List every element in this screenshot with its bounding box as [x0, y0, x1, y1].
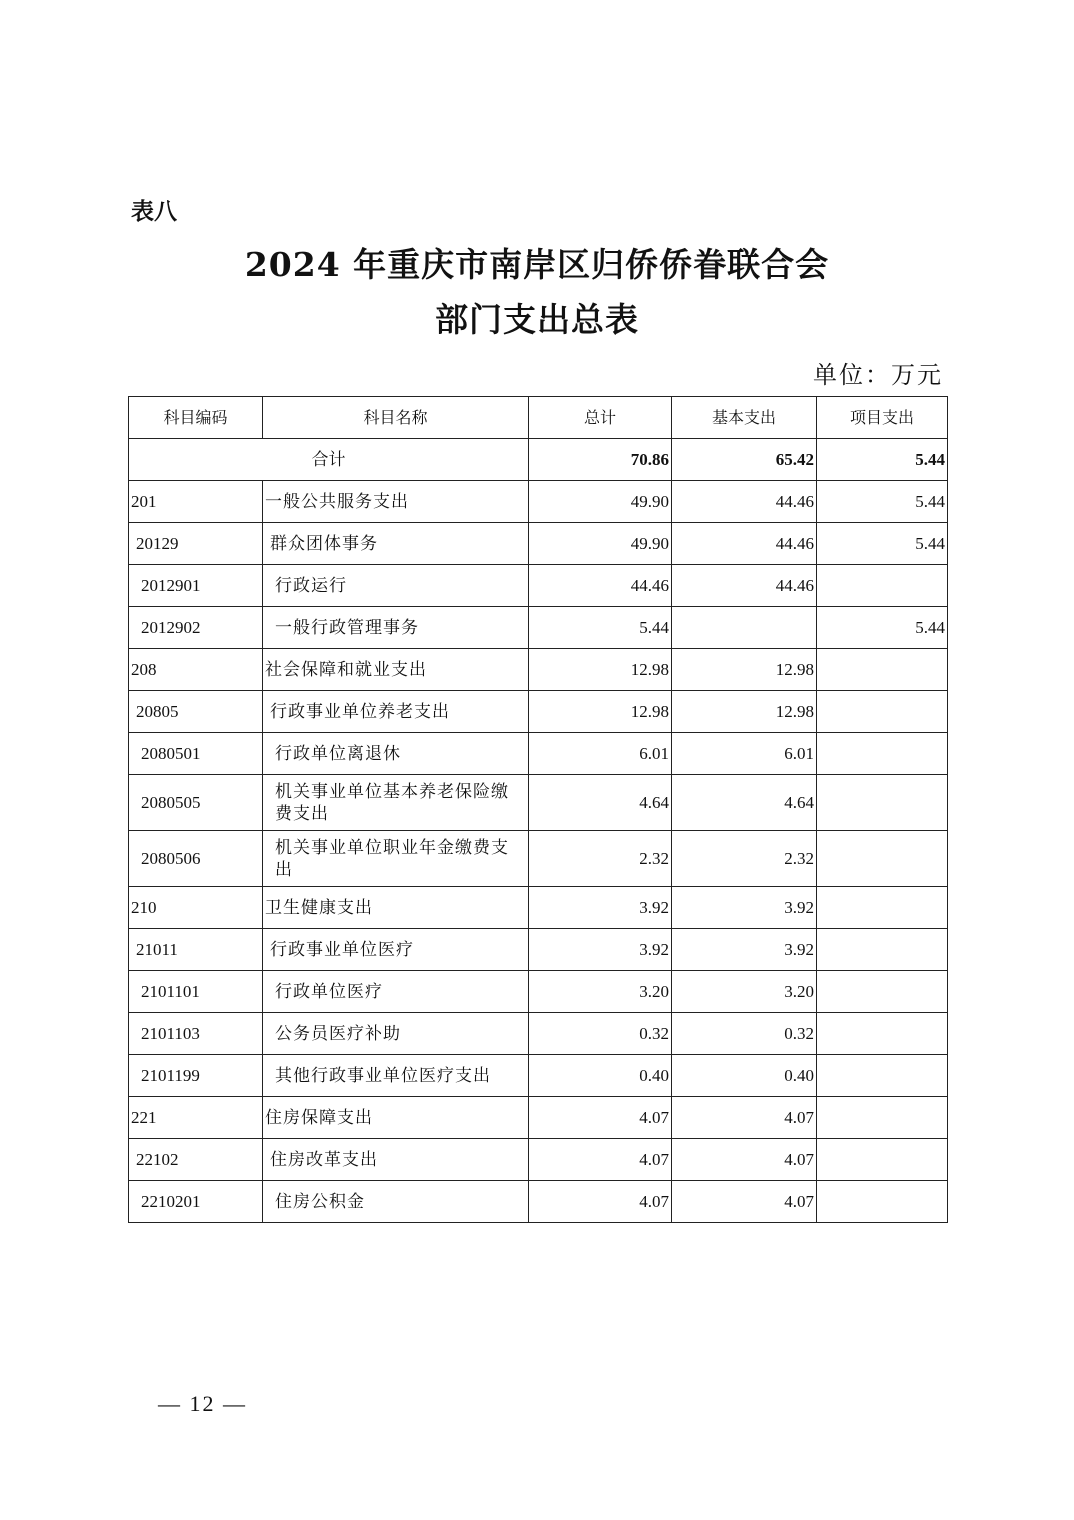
row-name: 住房公积金	[263, 1181, 529, 1223]
row-total: 6.01	[529, 733, 672, 775]
page-title-line1: 2024 年重庆市南岸区归侨侨眷联合会	[244, 245, 830, 284]
unit-label: 单位：万元	[813, 361, 943, 389]
row-name: 行政事业单位养老支出	[263, 691, 529, 733]
table-row	[129, 691, 948, 733]
row-project	[817, 565, 948, 607]
row-basic	[672, 607, 817, 649]
row-total: 4.07	[529, 1181, 672, 1223]
row-total: 44.46	[529, 565, 672, 607]
total-basic: 65.42	[672, 439, 817, 481]
row-code: 2012901	[129, 565, 263, 607]
row-project	[817, 1055, 948, 1097]
row-name: 行政事业单位医疗	[263, 929, 529, 971]
row-code: 2101199	[129, 1055, 263, 1097]
table-header-row	[129, 397, 948, 439]
table-row	[129, 831, 948, 887]
row-code: 2080501	[129, 733, 263, 775]
table-row	[129, 733, 948, 775]
row-name: 行政单位离退休	[263, 733, 529, 775]
col-header-code: 科目编码	[129, 397, 263, 439]
table-row	[129, 1055, 948, 1097]
col-header-name: 科目名称	[263, 397, 529, 439]
table-row	[129, 1139, 948, 1181]
col-header-total: 总计	[529, 397, 672, 439]
row-total: 3.20	[529, 971, 672, 1013]
row-code: 2012902	[129, 607, 263, 649]
row-total: 12.98	[529, 649, 672, 691]
row-name: 住房保障支出	[263, 1097, 529, 1139]
row-project	[817, 775, 948, 831]
row-project	[817, 1097, 948, 1139]
row-name: 一般行政管理事务	[263, 607, 529, 649]
row-basic: 3.20	[672, 971, 817, 1013]
row-project	[817, 1139, 948, 1181]
row-code: 20129	[129, 523, 263, 565]
table-row	[129, 481, 948, 523]
row-basic: 4.64	[672, 775, 817, 831]
row-name: 行政单位医疗	[263, 971, 529, 1013]
row-basic: 0.32	[672, 1013, 817, 1055]
row-total: 4.07	[529, 1139, 672, 1181]
col-header-basic: 基本支出	[672, 397, 817, 439]
row-project	[817, 1013, 948, 1055]
row-code: 21011	[129, 929, 263, 971]
row-code: 210	[129, 887, 263, 929]
table-row	[129, 1097, 948, 1139]
table-row	[129, 971, 948, 1013]
row-name: 一般公共服务支出	[263, 481, 529, 523]
row-basic: 4.07	[672, 1097, 817, 1139]
table-label: 表八	[131, 199, 177, 225]
row-project	[817, 971, 948, 1013]
row-total: 2.32	[529, 831, 672, 887]
row-basic: 6.01	[672, 733, 817, 775]
row-total: 0.40	[529, 1055, 672, 1097]
table-row	[129, 607, 948, 649]
total-project: 5.44	[817, 439, 948, 481]
row-total: 5.44	[529, 607, 672, 649]
row-total: 4.07	[529, 1097, 672, 1139]
expenditure-table	[128, 396, 948, 1223]
row-project: 5.44	[817, 607, 948, 649]
row-basic: 12.98	[672, 649, 817, 691]
row-code: 2080505	[129, 775, 263, 831]
table-row	[129, 1013, 948, 1055]
row-project	[817, 831, 948, 887]
row-code: 2101101	[129, 971, 263, 1013]
page-number: — 12 —	[158, 1391, 247, 1416]
row-basic: 2.32	[672, 831, 817, 887]
table-row	[129, 649, 948, 691]
table-row	[129, 1181, 948, 1223]
row-name: 机关事业单位职业年金缴费支出	[263, 831, 529, 887]
row-code: 2210201	[129, 1181, 263, 1223]
row-project	[817, 691, 948, 733]
row-total: 3.92	[529, 929, 672, 971]
row-total: 0.32	[529, 1013, 672, 1055]
row-name: 住房改革支出	[263, 1139, 529, 1181]
row-project: 5.44	[817, 481, 948, 523]
row-basic: 44.46	[672, 565, 817, 607]
row-code: 2080506	[129, 831, 263, 887]
row-name: 机关事业单位基本养老保险缴费支出	[263, 775, 529, 831]
table-row	[129, 565, 948, 607]
row-name: 群众团体事务	[263, 523, 529, 565]
row-basic: 0.40	[672, 1055, 817, 1097]
row-project	[817, 1181, 948, 1223]
col-header-project: 项目支出	[817, 397, 948, 439]
row-name: 其他行政事业单位医疗支出	[263, 1055, 529, 1097]
total-row	[129, 439, 948, 481]
row-basic: 3.92	[672, 929, 817, 971]
table-body	[129, 439, 948, 1223]
row-total: 12.98	[529, 691, 672, 733]
row-project	[817, 649, 948, 691]
row-basic: 44.46	[672, 523, 817, 565]
total-label: 合计	[129, 439, 529, 481]
table-row	[129, 929, 948, 971]
row-code: 221	[129, 1097, 263, 1139]
row-code: 208	[129, 649, 263, 691]
row-project	[817, 887, 948, 929]
row-project	[817, 733, 948, 775]
row-basic: 44.46	[672, 481, 817, 523]
row-name: 行政运行	[263, 565, 529, 607]
table-row	[129, 775, 948, 831]
row-total: 3.92	[529, 887, 672, 929]
table-row	[129, 887, 948, 929]
row-name: 卫生健康支出	[263, 887, 529, 929]
row-basic: 4.07	[672, 1181, 817, 1223]
table-row	[129, 523, 948, 565]
row-code: 22102	[129, 1139, 263, 1181]
page-title-line2: 部门支出总表	[435, 300, 639, 339]
row-name: 社会保障和就业支出	[263, 649, 529, 691]
total-sum: 70.86	[529, 439, 672, 481]
row-basic: 12.98	[672, 691, 817, 733]
row-code: 20805	[129, 691, 263, 733]
row-total: 49.90	[529, 523, 672, 565]
row-basic: 3.92	[672, 887, 817, 929]
row-total: 49.90	[529, 481, 672, 523]
row-code: 2101103	[129, 1013, 263, 1055]
row-total: 4.64	[529, 775, 672, 831]
row-name: 公务员医疗补助	[263, 1013, 529, 1055]
row-project: 5.44	[817, 523, 948, 565]
row-code: 201	[129, 481, 263, 523]
row-project	[817, 929, 948, 971]
row-basic: 4.07	[672, 1139, 817, 1181]
